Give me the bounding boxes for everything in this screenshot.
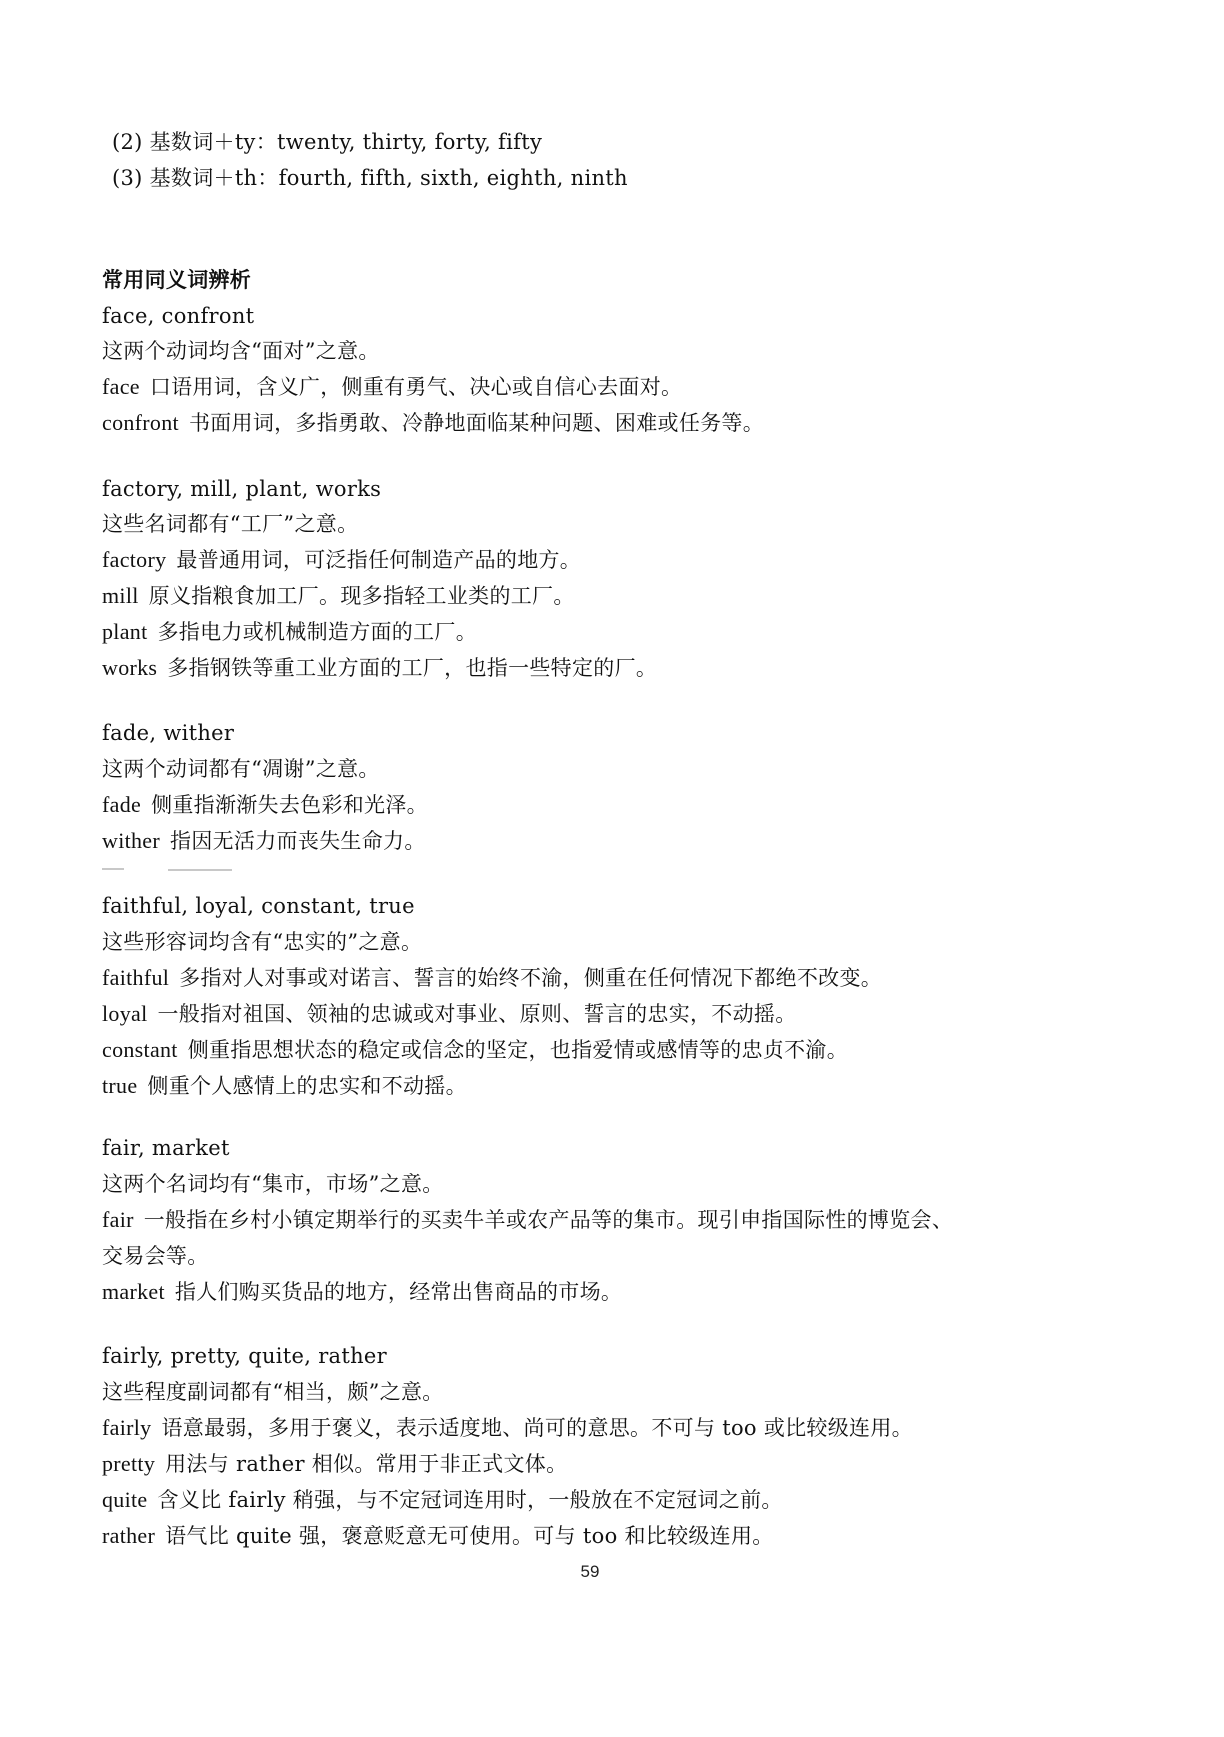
entry-term: fair (102, 1207, 134, 1232)
group-words: fade, wither (102, 721, 235, 745)
entry-definition: 侧重指思想状态的稳定或信念的坚定，也指爱情或感情等的忠贞不渝。 (187, 1038, 849, 1062)
group-words: face, confront (102, 304, 255, 328)
entry-definition: 含义比 fairly 稍强，与不定冠词连用时，一般放在不定冠词之前。 (157, 1488, 783, 1512)
entry (102, 1000, 797, 1028)
entry (102, 546, 581, 574)
group-words: factory, mill, plant, works (102, 477, 382, 501)
entry-term: confront (102, 410, 179, 435)
entry (102, 1072, 467, 1100)
entry-term: wither (102, 828, 161, 853)
entry-definition: 语气比 quite 强，褒意贬意无可使用。可与 too 和比较级连用。 (165, 1524, 774, 1548)
scan-artifact (102, 868, 124, 870)
entry (102, 827, 426, 855)
entry-term: loyal (102, 1001, 148, 1026)
entry (102, 1414, 913, 1442)
entry-term: market (102, 1279, 165, 1304)
entry-term: rather (102, 1523, 156, 1548)
entry (102, 791, 428, 819)
entry (102, 409, 764, 437)
entry (102, 1522, 774, 1550)
entry-term: works (102, 655, 158, 680)
intro-item-3: (3) 基数词＋th：fourth, fifth, sixth, eighth, ninth (112, 166, 628, 190)
entry-definition: 侧重个人感情上的忠实和不动摇。 (147, 1074, 467, 1098)
group-words: faithful, loyal, constant, true (102, 894, 415, 918)
entry-term: face (102, 374, 140, 399)
group-summary: 这些形容词均含有“忠实的”之意。 (102, 930, 423, 954)
entry-definition: 多指电力或机械制造方面的工厂。 (157, 620, 477, 644)
entry-definition: 多指钢铁等重工业方面的工厂，也指一些特定的厂。 (167, 656, 658, 680)
entry-definition: 一般指对祖国、领袖的忠诚或对事业、原则、誓言的忠实，不动摇。 (157, 1002, 797, 1026)
entry-term: pretty (102, 1451, 156, 1476)
entry-definition: 一般指在乡村小镇定期举行的买卖牛羊或农产品等的集市。现引申指国际性的博览会、 (143, 1208, 954, 1232)
entry-term: faithful (102, 965, 170, 990)
entry-definition: 多指对人对事或对诺言、誓言的始终不渝，侧重在任何情况下都绝不改变。 (179, 966, 883, 990)
entry-definition: 语意最弱，多用于褒义，表示适度地、尚可的意思。不可与 too 或比较级连用。 (161, 1416, 913, 1440)
entry-definition: 最普通用词，可泛指任何制造产品的地方。 (176, 548, 582, 572)
entry (102, 1486, 783, 1514)
entry-term: plant (102, 619, 148, 644)
page-number: 59 (580, 1562, 600, 1581)
entry-term: factory (102, 547, 167, 572)
entry-definition: 指因无活力而丧失生命力。 (170, 829, 426, 853)
entry-definition: 书面用词，多指勇敢、冷静地面临某种问题、困难或任务等。 (188, 411, 765, 435)
entry (102, 1450, 567, 1478)
entry-term: constant (102, 1037, 178, 1062)
entry-definition: 口语用词，含义广，侧重有勇气、决心或自信心去面对。 (149, 375, 683, 399)
entry (102, 1206, 953, 1234)
entry-term: mill (102, 583, 139, 608)
entry-term: true (102, 1073, 138, 1098)
group-summary: 这两个动词均含“面对”之意。 (102, 339, 380, 363)
entry-definition: 指人们购买货品的地方，经常出售商品的市场。 (174, 1280, 623, 1304)
entry (102, 1036, 848, 1064)
entry (102, 964, 882, 992)
entry-term: quite (102, 1487, 148, 1512)
entry-definition: 用法与 rather 相似。常用于非正式文体。 (165, 1452, 568, 1476)
group-summary: 这些名词都有“工厂”之意。 (102, 512, 359, 536)
entry (102, 373, 682, 401)
scan-artifact (168, 869, 232, 871)
entry (102, 618, 477, 646)
intro-item-2: (2) 基数词＋ty：twenty, thirty, forty, fifty (112, 130, 543, 154)
entry (102, 582, 575, 610)
group-summary: 这两个动词都有“凋谢”之意。 (102, 757, 380, 781)
entry-definition: 原义指粮食加工厂。现多指轻工业类的工厂。 (148, 584, 575, 608)
entry-term: fade (102, 792, 142, 817)
group-summary: 这两个名词均有“集市，市场”之意。 (102, 1172, 444, 1196)
group-words: fair, market (102, 1136, 230, 1160)
entry (102, 654, 657, 682)
section-title: 常用同义词辨析 (102, 268, 252, 292)
group-summary: 这些程度副词都有“相当，颇”之意。 (102, 1380, 444, 1404)
entry-definition: 侧重指渐渐失去色彩和光泽。 (151, 793, 428, 817)
entry-continuation: 交易会等。 (102, 1244, 209, 1268)
entry (102, 1278, 622, 1306)
entry-term: fairly (102, 1415, 152, 1440)
group-words: fairly, pretty, quite, rather (102, 1344, 387, 1368)
